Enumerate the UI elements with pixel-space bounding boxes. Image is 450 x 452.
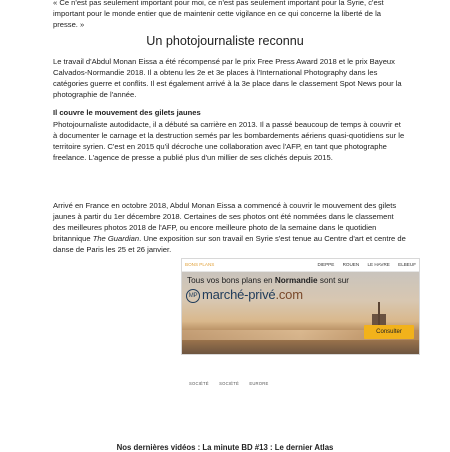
latest-videos-heading[interactable]: Nos dernières vidéos : La minute BD #13 : Le dernier Atlas [116,443,334,452]
tag-link[interactable]: EURORE [249,381,269,386]
paragraph-text: Photojournaliste autodidacte, il a débuté sa carrière en 2013. Il a passé beaucoup de temps à couvrir et à documenter le carnage et la destruction semés par les bombardements aériens quasi-quotidiens sur le territoire syrien. C'est en 2015 qu'il décroche une collaboration avec l'AFP, en tant que photographe freelance. L'agence de presse a publié plus d'un millier de ses clichés depuis 2015. [53,120,405,163]
paragraph-text [53,200,406,255]
ad-top-bar [182,259,419,272]
logo-domain: .com [275,287,303,302]
tag-link[interactable]: SOCIÉTÉ [189,381,209,386]
article-subheading: Il couvre le mouvement des gilets jaunes [53,108,201,117]
newspaper-name: The Guardian [92,234,140,244]
ad-headline-region: Normandie [274,276,318,285]
quote-text: « Ce n'est pas seulement important pour moi, ce n'est pas seulement important pour la Syrie, c'est important pour le monde entier que de maintenir cette vigilance en ce qui concerne la liberté de la presse. » [53,0,384,30]
ad-city-list [310,262,416,267]
logo-text: marché-privé [202,287,276,302]
article-paragraph-france [53,200,406,255]
ad-city[interactable]: ROUEN [342,262,360,267]
tag-list [189,381,277,386]
ad-city[interactable]: ELBEUF [398,262,416,267]
paragraph-text-end: . Une exposition sur son travail en Syrie s'est tenue au Centre d'art et centre de danse de Paris les 25 et 26 janvier. [53,234,406,255]
ad-city[interactable]: LE HAVRE [367,262,390,267]
article-paragraph-awards [53,56,406,100]
paragraph-text-start: Arrivé en France en octobre 2018, Abdul Monan Eissa a commencé à couvrir le mouvement des gilets jaunes à partir du 1er décembre 2018. Certaines de ses photos ont été nommées dans le classement des meilleures photos 2018 de l'AFP, ou encore meilleure photo de la semaine dans le quotidien britannique [53,201,397,244]
paragraph-text: Le travail d'Abdul Monan Eissa a été récompensé par le prix Free Press Award 2018 et le prix Bayeux Calvados-Normandie 2018. Il a obtenu les 2e et 3e places à l'International Photography dans les catégories guerre et conflits. Il est également arrivé à la 3e place dans le classement Spot News pour la photographie de l'année. [53,57,402,100]
ad-city[interactable]: DIEPPE [317,262,335,267]
ad-brand-label: BONS PLANS [185,262,215,267]
ad-headline-suffix: sont sur [317,276,350,285]
consulter-button[interactable]: Consulter [364,325,414,339]
marche-prive-logo [186,287,303,303]
logo-icon: MP [186,289,200,303]
ad-headline [187,276,349,285]
ad-headline-prefix: Tous vos bons plans en [187,276,275,285]
article-paragraph-career [53,119,406,163]
section-heading: Un photojournaliste reconnu [146,34,304,48]
tag-link[interactable]: SOCIÉTÉ [219,381,239,386]
advertisement-banner[interactable] [181,258,420,355]
article-quote [53,0,406,30]
